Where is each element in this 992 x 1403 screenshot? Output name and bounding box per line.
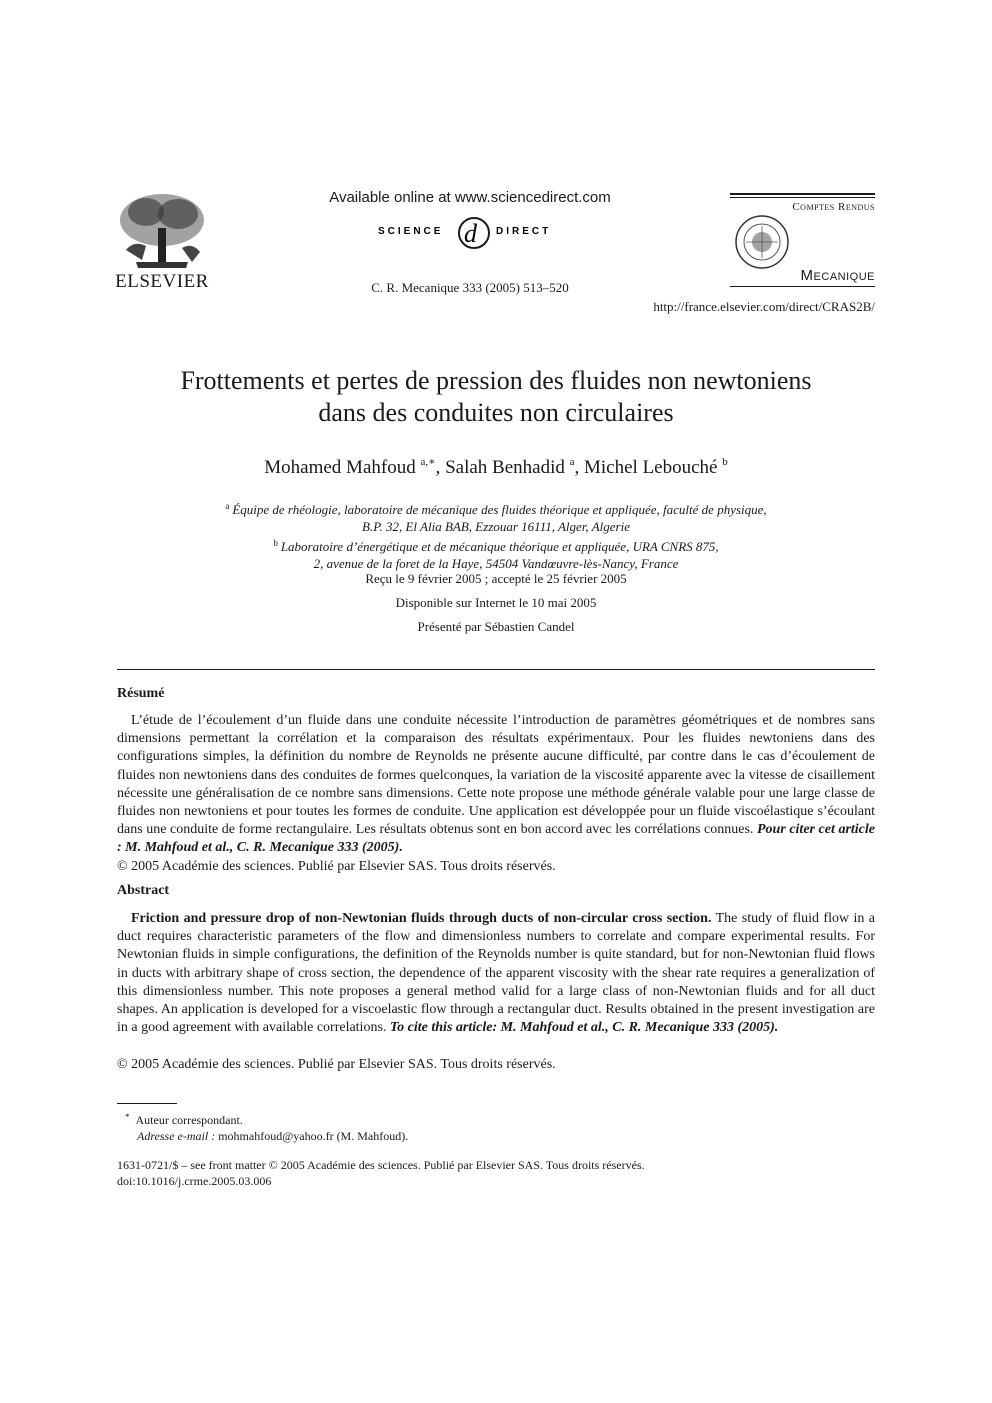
resume-heading: Résumé bbox=[117, 686, 165, 701]
affil-a-line2: B.P. 32, El Alia BAB, Ezzouar 16111, Alger, Algerie bbox=[362, 518, 630, 534]
abstract-copyright: © 2005 Académie des sciences. Publié par Elsevier SAS. Tous droits réservés. bbox=[117, 1057, 556, 1072]
author-sup: a,∗ bbox=[420, 456, 436, 468]
sd-direct-text: DIRECT bbox=[496, 226, 552, 237]
available-online-text: Available online at www.sciencedirect.com bbox=[329, 189, 611, 206]
abstract-heading: Abstract bbox=[117, 883, 170, 898]
abstract-text: The study of fluid flow in a duct requires characteristic parameters of the flow and dimensionless numbers to correlate and compare experimental results. For Newtonian fluids in simple configurations, the definition of the Reynolds number is quite standard, but for non-Newtonian fluid flows in ducts with arbitrary shape of cross section, the dependence of the apparent viscosity with the shear rate requires a generalization of this dimensionless number. This note proposes a general method valid for a large class of non-Newtonian fluids and for all duct shapes. An application is developed for a viscoelastic flow through a rectangular duct. Results obtained in the present investigation are in a good agreement with available correlations. bbox=[117, 911, 875, 1036]
author-list: Mohamed Mahfoud $^{a,∗}$, Salah Benhadid $^a$, Michel Lebouché $^b$ bbox=[264, 456, 728, 478]
elsevier-wordmark: ELSEVIER bbox=[115, 271, 209, 292]
title-line-1: Frottements et pertes de pression des fluides non newtoniens bbox=[180, 366, 812, 395]
abstract-title: Friction and pressure drop of non-Newtonian fluids through ducts of non-circular cross section. bbox=[131, 911, 712, 926]
footnote-email-label: Adresse e-mail : bbox=[137, 1129, 216, 1143]
sciencedirect-logo bbox=[378, 212, 568, 254]
affil-b-line1: Laboratoire d’énergétique et de mécanique théorique et appliquée, URA CNRS 875, bbox=[280, 539, 719, 554]
issn-line: 1631-0721/$ – see front matter © 2005 Académie des sciences. Publié par Elsevier SAS. Tous droits réservés. bbox=[117, 1158, 645, 1172]
affil-b-line2: 2, avenue de la foret de la Haye, 54504 Vandœuvre-lès-Nancy, France bbox=[313, 555, 679, 571]
resume-text: L’étude de l’écoulement d’un fluide dans une conduite nécessite l’introduction de paramètres géométriques et de nombres sans dimensions permettant la corrélation et la comparaison des résultats expérimentaux. Pour les fluides newtoniens dans des configurations simples, la définition du nombre de Reynolds ne présente aucune difficulté, par contre dans le cas d’écoulement de fluides non newtoniens dans des conduites de formes quelconques, la variation de la viscosité apparente avec la vitesse de cisaillement nécessite une généralisation de ce nombre sans dimensions. Cette note propose une méthode générale valable pour une large classe de fluides non newtoniens et pour toutes les formes de conduite. Une application est développée pour un fluide viscoélastique s’écoulant dans une conduite de forme rectangulaire. Les résultats obtenus sont en bon accord avec les corrélations connues. bbox=[117, 713, 875, 838]
divider bbox=[117, 669, 875, 670]
author-name: Salah Benhadid bbox=[445, 457, 565, 478]
presented-by: Présenté par Sébastien Candel bbox=[417, 619, 575, 634]
affil-b-sup: b bbox=[273, 538, 278, 548]
abstract-cite: To cite this article: M. Mahfoud et al., C. R. Mecanique 333 (2005). bbox=[389, 1020, 779, 1036]
resume-copyright: © 2005 Académie des sciences. Publié par Elsevier SAS. Tous droits réservés. bbox=[117, 859, 556, 874]
article-title bbox=[100, 365, 892, 429]
elsevier-logo bbox=[112, 190, 212, 295]
comptes-rendus-logo bbox=[730, 193, 875, 288]
cr-bottom-text: Mecanique bbox=[800, 267, 875, 284]
footnote bbox=[117, 1109, 408, 1144]
abstract-body bbox=[117, 910, 875, 1037]
received-date: Reçu le 9 février 2005 ; accepté le 25 février 2005 bbox=[365, 571, 627, 586]
available-date: Disponible sur Internet le 10 mai 2005 bbox=[395, 595, 597, 610]
footnote-corresponding: Auteur correspondant. bbox=[135, 1113, 243, 1127]
affiliations bbox=[100, 498, 892, 572]
affil-a-sup: a bbox=[225, 501, 230, 511]
footnote-email[interactable]: mohmahfoud@yahoo.fr (M. Mahfoud). bbox=[218, 1129, 409, 1143]
cr-top-text: Comptes Rendus bbox=[792, 201, 875, 213]
elsevier-tree-icon bbox=[116, 190, 208, 272]
sd-at-icon bbox=[459, 218, 489, 248]
journal-url[interactable]: http://france.elsevier.com/direct/CRAS2B/ bbox=[653, 299, 875, 314]
resume-cite: Pour citer cet article : M. Mahfoud et al., C. R. Mecanique 333 (2005). bbox=[117, 822, 875, 856]
sd-science-text: SCIENCE bbox=[378, 226, 444, 237]
doi-line[interactable]: doi:10.1016/j.crme.2005.03.006 bbox=[117, 1174, 272, 1188]
author-sup: a bbox=[569, 456, 575, 468]
footnote-mark: * bbox=[125, 1112, 130, 1122]
resume-body bbox=[117, 712, 875, 858]
academie-seal-icon bbox=[732, 207, 792, 277]
author-name: Mohamed Mahfoud bbox=[264, 457, 416, 478]
title-line-2: dans des conduites non circulaires bbox=[318, 398, 674, 427]
footnote-rule bbox=[117, 1103, 177, 1104]
author-sup: b bbox=[722, 456, 728, 468]
affil-a-line1: Équipe de rhéologie, laboratoire de mécanique des fluides théorique et appliquée, faculté de physique, bbox=[232, 502, 767, 517]
svg-text:d: d bbox=[464, 219, 477, 248]
author-name: Michel Lebouché bbox=[584, 457, 718, 478]
journal-citation: C. R. Mecanique 333 (2005) 513–520 bbox=[371, 280, 569, 295]
